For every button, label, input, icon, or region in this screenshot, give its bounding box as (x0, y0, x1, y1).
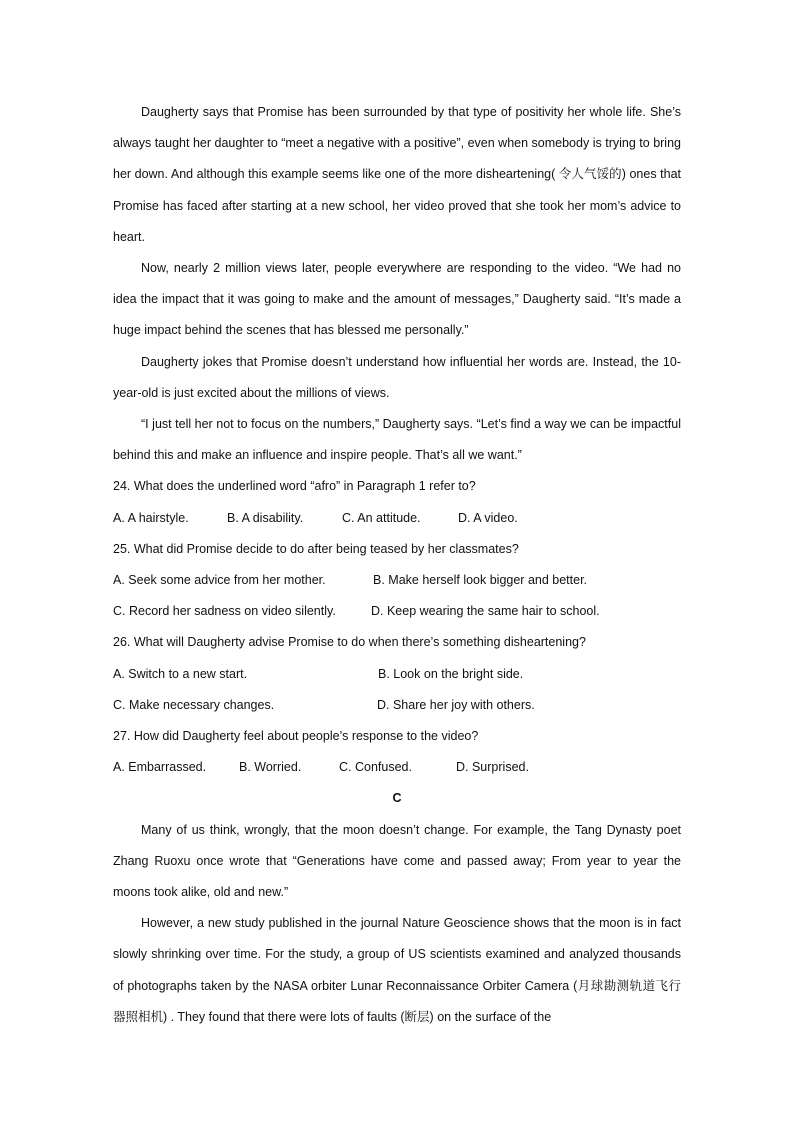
passage-b-paragraph-1: Daugherty says that Promise has been surrounded by that type of positivity her whole life. She’s always taught her daughter to “meet a negative with a positive”, even when somebody is trying to bring her down. And although this example seems like one of the more disheartening( 令人气馁的) ones that Promise has faced after starting at a new school, her video proved that she took her mom’s advice to heart. (113, 105, 681, 244)
question-26-options-row-2 (113, 690, 681, 721)
section-heading-c: C (392, 791, 402, 806)
question-25-option-c: C. Record her sadness on video silently. (113, 604, 336, 619)
passage-b-paragraph-4: “I just tell her not to focus on the numbers,” Daugherty says. “Let’s find a way we can be impactful behind this and make an influence and inspire people. That’s all we want.” (113, 417, 681, 463)
question-25-options-row-1 (113, 565, 681, 596)
question-26-option-a: A. Switch to a new start. (113, 666, 248, 681)
question-26-option-d: D. Share her joy with others. (377, 697, 535, 712)
question-25-option-b: B. Make herself look bigger and better. (373, 573, 588, 588)
question-24-option-c: C. An attitude. (342, 510, 421, 525)
question-27-option-c: C. Confused. (339, 760, 412, 775)
passage-b-paragraph-3: Daugherty jokes that Promise doesn’t understand how influential her words are. Instead, the 10-year-old is just excited about the millions of views. (113, 354, 681, 400)
question-26-option-c: C. Make necessary changes. (113, 697, 275, 712)
question-27-option-b: B. Worried. (239, 760, 302, 775)
question-26-option-b: B. Look on the bright side. (378, 666, 524, 681)
question-25-option-d: D. Keep wearing the same hair to school. (371, 604, 600, 619)
question-24-option-b: B. A disability. (227, 510, 304, 525)
passage-c-paragraph-2: However, a new study published in the journal Nature Geoscience shows that the moon is in fact slowly shrinking over time. For the study, a group of US scientists examined and analyzed thousands of photographs taken by the NASA orbiter Lunar Reconnaissance Orbiter Camera (月球勘测轨道飞行器照相机) . They found that there were lots of faults (断层) on the surface of the (113, 916, 681, 1024)
question-26-stem: 26. What will Daugherty advise Promise to do when there’s something disheartening? (113, 635, 586, 650)
question-27-options (113, 752, 681, 783)
question-24-options (113, 503, 681, 534)
question-24-option-d: D. A video. (458, 510, 518, 525)
question-27-option-d: D. Surprised. (456, 760, 529, 775)
passage-b-paragraph-2: Now, nearly 2 million views later, people everywhere are responding to the video. “We had no idea the impact that it was going to make and the amount of messages,” Daugherty said. “It’s made a huge impact behind the scenes that has blessed me personally.” (113, 261, 681, 338)
passage-c-paragraph-1: Many of us think, wrongly, that the moon doesn’t change. For example, the Tang Dynasty poet Zhang Ruoxu once wrote that “Generations have come and passed away; From year to year the moons took alike, old and new.” (113, 822, 681, 899)
question-27-stem: 27. How did Daugherty feel about people’s response to the video? (113, 728, 479, 743)
question-26-options-row-1 (113, 659, 681, 690)
question-27-option-a: A. Embarrassed. (113, 760, 207, 775)
question-24-option-a: A. A hairstyle. (113, 510, 189, 525)
document-page (113, 97, 681, 1033)
question-25-options-row-2 (113, 596, 681, 627)
question-25-stem: 25. What did Promise decide to do after being teased by her classmates? (113, 541, 519, 556)
question-24-stem: 24. What does the underlined word “afro” in Paragraph 1 refer to? (113, 479, 476, 494)
question-25-option-a: A. Seek some advice from her mother. (113, 573, 326, 588)
